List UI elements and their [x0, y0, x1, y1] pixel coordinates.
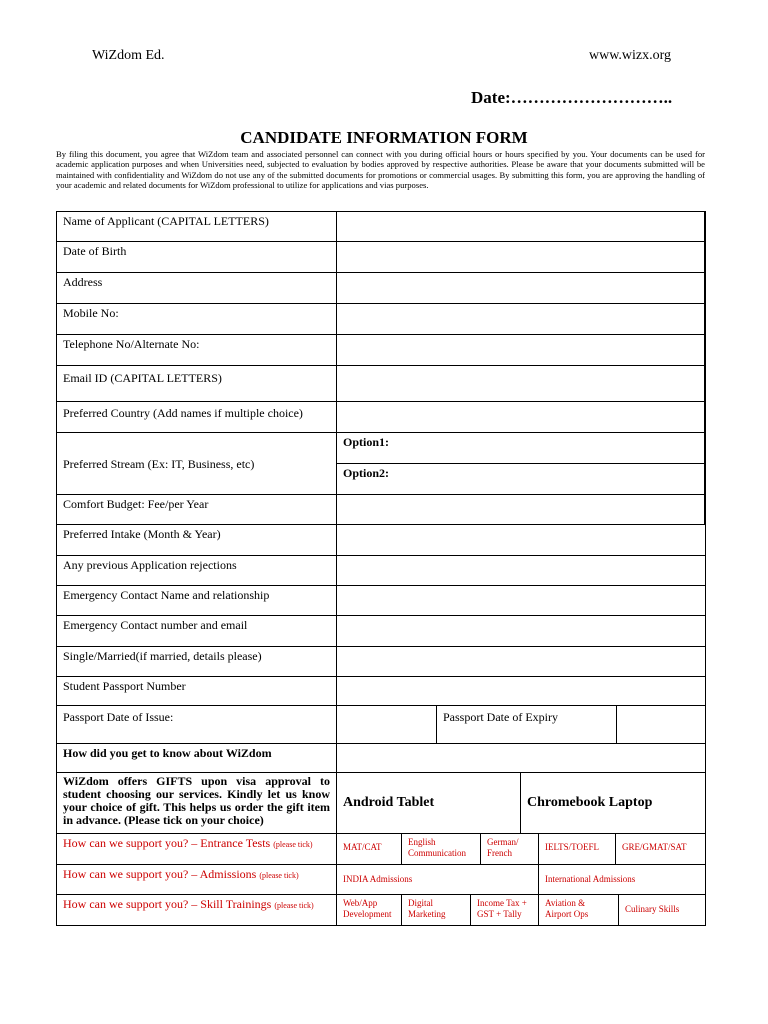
- row-support-admissions: [56, 865, 706, 895]
- row-emergency-name: [56, 586, 706, 616]
- option-international-admissions[interactable]: International Admissions: [545, 874, 636, 884]
- support-entrance-text: How can we support you? – Entrance Tests: [63, 836, 271, 850]
- row-rejections: [56, 556, 706, 586]
- stream-options: [337, 433, 705, 494]
- label-how-know: How did you get to know about WiZdom: [57, 744, 337, 772]
- option2-field[interactable]: Option2:: [343, 465, 390, 480]
- label-passport-expiry: Passport Date of Expiry: [437, 706, 617, 743]
- label-address: Address: [57, 273, 337, 303]
- row-support-skills: [56, 895, 706, 926]
- label-stream: Preferred Stream (Ex: IT, Business, etc): [57, 433, 337, 494]
- label-telephone: Telephone No/Alternate No:: [57, 335, 337, 365]
- input-marital[interactable]: [337, 647, 705, 676]
- input-dob[interactable]: [337, 242, 705, 272]
- row-mobile: [56, 304, 706, 335]
- label-passport-number: Student Passport Number: [57, 677, 337, 705]
- option-german-french[interactable]: German/ French: [481, 834, 539, 864]
- row-stream: [56, 433, 706, 495]
- input-country[interactable]: [337, 402, 705, 432]
- row-email: [56, 366, 706, 402]
- input-name[interactable]: [337, 212, 705, 241]
- candidate-form-table: [56, 211, 706, 926]
- input-passport-issue[interactable]: [337, 706, 437, 743]
- form-title: CANDIDATE INFORMATION FORM: [240, 128, 528, 147]
- option-aviation-airport-ops[interactable]: Aviation & Airport Ops: [539, 895, 619, 925]
- row-passport-number: [56, 677, 706, 706]
- row-country: [56, 402, 706, 433]
- label-name: Name of Applicant (CAPITAL LETTERS): [57, 212, 337, 241]
- option-income-tax-gst-tally[interactable]: Income Tax + GST + Tally: [471, 895, 539, 925]
- row-intake: [56, 525, 706, 556]
- option-ielts-toefl[interactable]: IELTS/TOEFL: [539, 834, 616, 864]
- label-passport-issue: Passport Date of Issue:: [57, 706, 337, 743]
- org-website: www.wizx.org: [589, 48, 672, 63]
- input-passport-number[interactable]: [337, 677, 705, 705]
- option-web-app-development[interactable]: Web/App Development: [337, 895, 402, 925]
- label-support-skills: [57, 895, 337, 925]
- consent-paragraph: By filing this document, you agree that WiZdom team and associated personnel can connect with you during official hours or hours specified by you. Your documents can be used for academic application purposes and when Universities need, subjected to evaluation by bodies approved by respective authorities. Please be aware that your documents submitted will be maintained with confidentiality and WiZdom do not use any of the submitted documents for promotions or commercial usages. By submitting this form, you are approving the handling of your academic and related documents for WiZdom professional to utilize for applications and vias purposes.: [56, 149, 705, 191]
- gift-android-tablet[interactable]: Android Tablet: [337, 773, 521, 833]
- label-support-admissions: [57, 865, 337, 894]
- input-telephone[interactable]: [337, 335, 705, 365]
- input-address[interactable]: [337, 273, 705, 303]
- row-gifts: [56, 773, 706, 834]
- label-email: Email ID (CAPITAL LETTERS): [57, 366, 337, 401]
- label-marital: Single/Married(if married, details please): [57, 647, 337, 676]
- date-field[interactable]: Date:………………………..: [471, 88, 673, 107]
- row-telephone: [56, 335, 706, 366]
- row-passport-dates: [56, 706, 706, 744]
- row-marital: [56, 647, 706, 677]
- row-emergency-number: [56, 616, 706, 647]
- label-emergency-number: Emergency Contact number and email: [57, 616, 337, 646]
- row-address: [56, 273, 706, 304]
- support-admissions-note: (please tick): [259, 871, 299, 880]
- label-budget: Comfort Budget: Fee/per Year: [57, 495, 337, 524]
- label-rejections: Any previous Application rejections: [57, 556, 337, 585]
- option-gre-gmat-sat[interactable]: GRE/GMAT/SAT: [622, 842, 687, 852]
- input-intake[interactable]: [337, 525, 705, 555]
- option-india-admissions[interactable]: INDIA Admissions: [337, 865, 539, 894]
- option-mat-cat[interactable]: MAT/CAT: [337, 834, 402, 864]
- label-support-entrance: [57, 834, 337, 864]
- option-digital-marketing[interactable]: Digital Marketing: [402, 895, 471, 925]
- option-culinary-skills[interactable]: Culinary Skills: [625, 904, 680, 914]
- input-budget[interactable]: [337, 495, 705, 524]
- gifts-text: WiZdom offers GIFTS upon visa approval to student choosing our services. Kindly let us know your choice of gift. This helps us order the gift item in advance. (Please tick on your choice): [57, 773, 337, 833]
- label-emergency-name: Emergency Contact Name and relationship: [57, 586, 337, 615]
- support-skills-text: How can we support you? – Skill Trainings: [63, 897, 272, 911]
- input-rejections[interactable]: [337, 556, 705, 585]
- input-email[interactable]: [337, 366, 705, 401]
- option1-field[interactable]: Option1:: [337, 433, 704, 464]
- label-intake: Preferred Intake (Month & Year): [57, 525, 337, 555]
- row-support-entrance: [56, 834, 706, 865]
- row-how-know: [56, 744, 706, 773]
- label-country: Preferred Country (Add names if multiple choice): [57, 402, 337, 432]
- label-dob: Date of Birth: [57, 242, 337, 272]
- org-name: WiZdom Ed.: [92, 48, 165, 63]
- label-mobile: Mobile No:: [57, 304, 337, 334]
- support-entrance-note: (please tick): [273, 840, 313, 849]
- input-emergency-number[interactable]: [337, 616, 705, 646]
- input-passport-expiry[interactable]: [617, 706, 705, 743]
- gift-chromebook-laptop[interactable]: Chromebook Laptop: [527, 795, 653, 810]
- row-budget: [56, 495, 706, 525]
- input-emergency-name[interactable]: [337, 586, 705, 615]
- input-how-know[interactable]: [337, 744, 705, 772]
- row-name: [56, 211, 706, 242]
- support-skills-note: (please tick): [274, 901, 314, 910]
- row-dob: [56, 242, 706, 273]
- option-english-communication[interactable]: English Communication: [402, 834, 481, 864]
- support-admissions-text: How can we support you? – Admissions: [63, 867, 257, 881]
- input-mobile[interactable]: [337, 304, 705, 334]
